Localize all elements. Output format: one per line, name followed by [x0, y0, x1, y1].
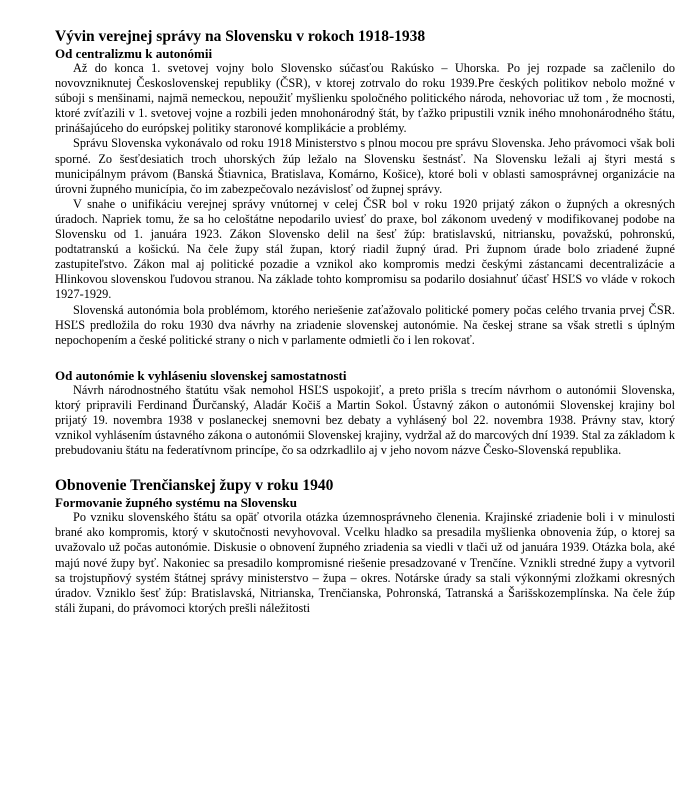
- document-body: [55, 28, 675, 616]
- paragraph: V snahe o unifikáciu verejnej správy vnútornej v celej ČSR bol v roku 1920 prijatý zákon o župných a okresných úradoch. Napriek tomu, že sa ho celoštátne nepodarilo uviesť do praxe, bol zákonom uvedený v modifikovanej podobe na Slovensku od 1. januára 1923. Zákon Slovensko delil na šesť žúp: bratislavskú, nitriansku, považskú, pohronskú, podtatranskú a košickú. Na čele župy stál župan, ktorý riadil župný úrad. Pri župnom úrade bolo zriadené župné zastupiteľstvo. Zákon mal aj politické pozadie a vznikol ako kompromis medzi českými zástancami decentralizácie a Hlinkovou slovenskou ľudovou stranou. Na základe tohto kompromisu sa podarilo dosiahnuť účasť HSĽS vo vláde v rokoch 1927-1929.: [55, 196, 675, 302]
- section-spacer: [55, 458, 675, 477]
- section-subtitle: Formovanie župného systému na Slovensku: [55, 495, 297, 511]
- section-subtitle: Od centralizmu k autonómii: [55, 46, 213, 61]
- paragraph: Správu Slovenska vykonávalo od roku 1918 Ministerstvo s plnou mocou pre správu Slovenska. Jeho právomoci však boli sporné. Zo šesťdesiatich troch uhorských žúp ležalo na Slovensku šestnásť. Na Slovensku ležali aj štyri mestá s municipálnym právom (Banská Štiavnica, Bratislava, Komárno, Košice), ktoré boli v oblasti samosprávnej organizácie na úrovni župného municípia, čo im zabezpečovalo nezávislosť od župnej správy.: [55, 136, 675, 196]
- section-spacer: [55, 348, 675, 368]
- section-title: Obnovenie Trenčianskej župy v roku 1940: [55, 477, 334, 495]
- section-title: Vývin verejnej správy na Slovensku v rokoch 1918-1938: [55, 28, 426, 45]
- paragraph: Po vzniku slovenského štátu sa opäť otvorila otázka územnosprávneho členenia. Krajinské zriadenie boli i v minulosti brané ako kompromis, ktorý v skutočnosti nevyhovoval. Vcelku hladko sa presadila myšlienka obnovenia žúp, o ktorej sa uvažovalo už počas autonómie. Diskusie o obnovení župného zriadenia sa viedli v tlači už od januára 1939. Otázka bola, aké majú nové župy byť. Nakoniec sa presadilo kompromisné riešenie presadzované v Trenčíne. Vznikli stredné župy a vytvoril sa trojstupňový systém štátnej správy ministerstvo – župa – okres. Notárske úrady sa stali výkonnými zložkami okresných úradov. Vzniklo šesť žúp: Bratislavská, Nitrianska, Trenčianska, Pohronská, Tatranská a Šarišskozemplínska. Na čele žúp stáli župani, do právomoci ktorých prešli náležitosti: [55, 510, 675, 615]
- paragraph: Návrh národnostného štatútu však nemohol HSĽS uspokojiť, a preto prišla s trecím návrhom o autonómii Slovenska, ktorý pripravili Ferdinand Ďurčanský, Aladár Kočiš a Martin Sokol. Ústavný zákon o autonómii Slovenskej krajiny bol prijatý 19. novembra 1938 v poslaneckej snemovni bez debaty a vyhlásený bol 22. novembra 1938. Právny stav, ktorý vznikol vyhlásením ústavného zákona o autonómii Slovenskej krajiny, vydržal až do marcových dní 1939. Stal za základom k prebudovaniu štátu na federatívnom princípe, čo sa odzrkadlilo aj v jeho novom názve Česko-Slovenská republika.: [55, 382, 675, 458]
- paragraph: Slovenská autonómia bola problémom, ktorého neriešenie zaťažovalo politické pomery počas celého trvania prvej ČSR. HSĽS predložila do roku 1930 dva návrhy na zriadenie slovenskej autonómie. Na českej strane sa však stretli s úplným nepochopením a české politické strany o nich v parlamente odmietli čo i len rokovať.: [55, 302, 675, 347]
- section-subtitle: Od autonómie k vyhláseniu slovenskej samostatnosti: [55, 367, 347, 383]
- paragraph: Až do konca 1. svetovej vojny bolo Slovensko súčasťou Rakúsko – Uhorska. Po jej rozpade sa začlenilo do novovzniknutej Československej republiky (ČSR), v ktorej zotrvalo do roku 1939.Pre českých politikov nebolo možné v súboji s menšinami, najmä nemeckou, nepoužiť myšlienku spoločného politického národa, nehovoriac už tom , že mocnosti, ktoré zvíťazili v 1. svetovej vojne a rozbili jeden mnohonárodný štát, by ťažko pripustili vznik iného mnohonárodného štátu, prinášajúceho do európskej politiky staronové komplikácie a problémy.: [55, 61, 675, 136]
